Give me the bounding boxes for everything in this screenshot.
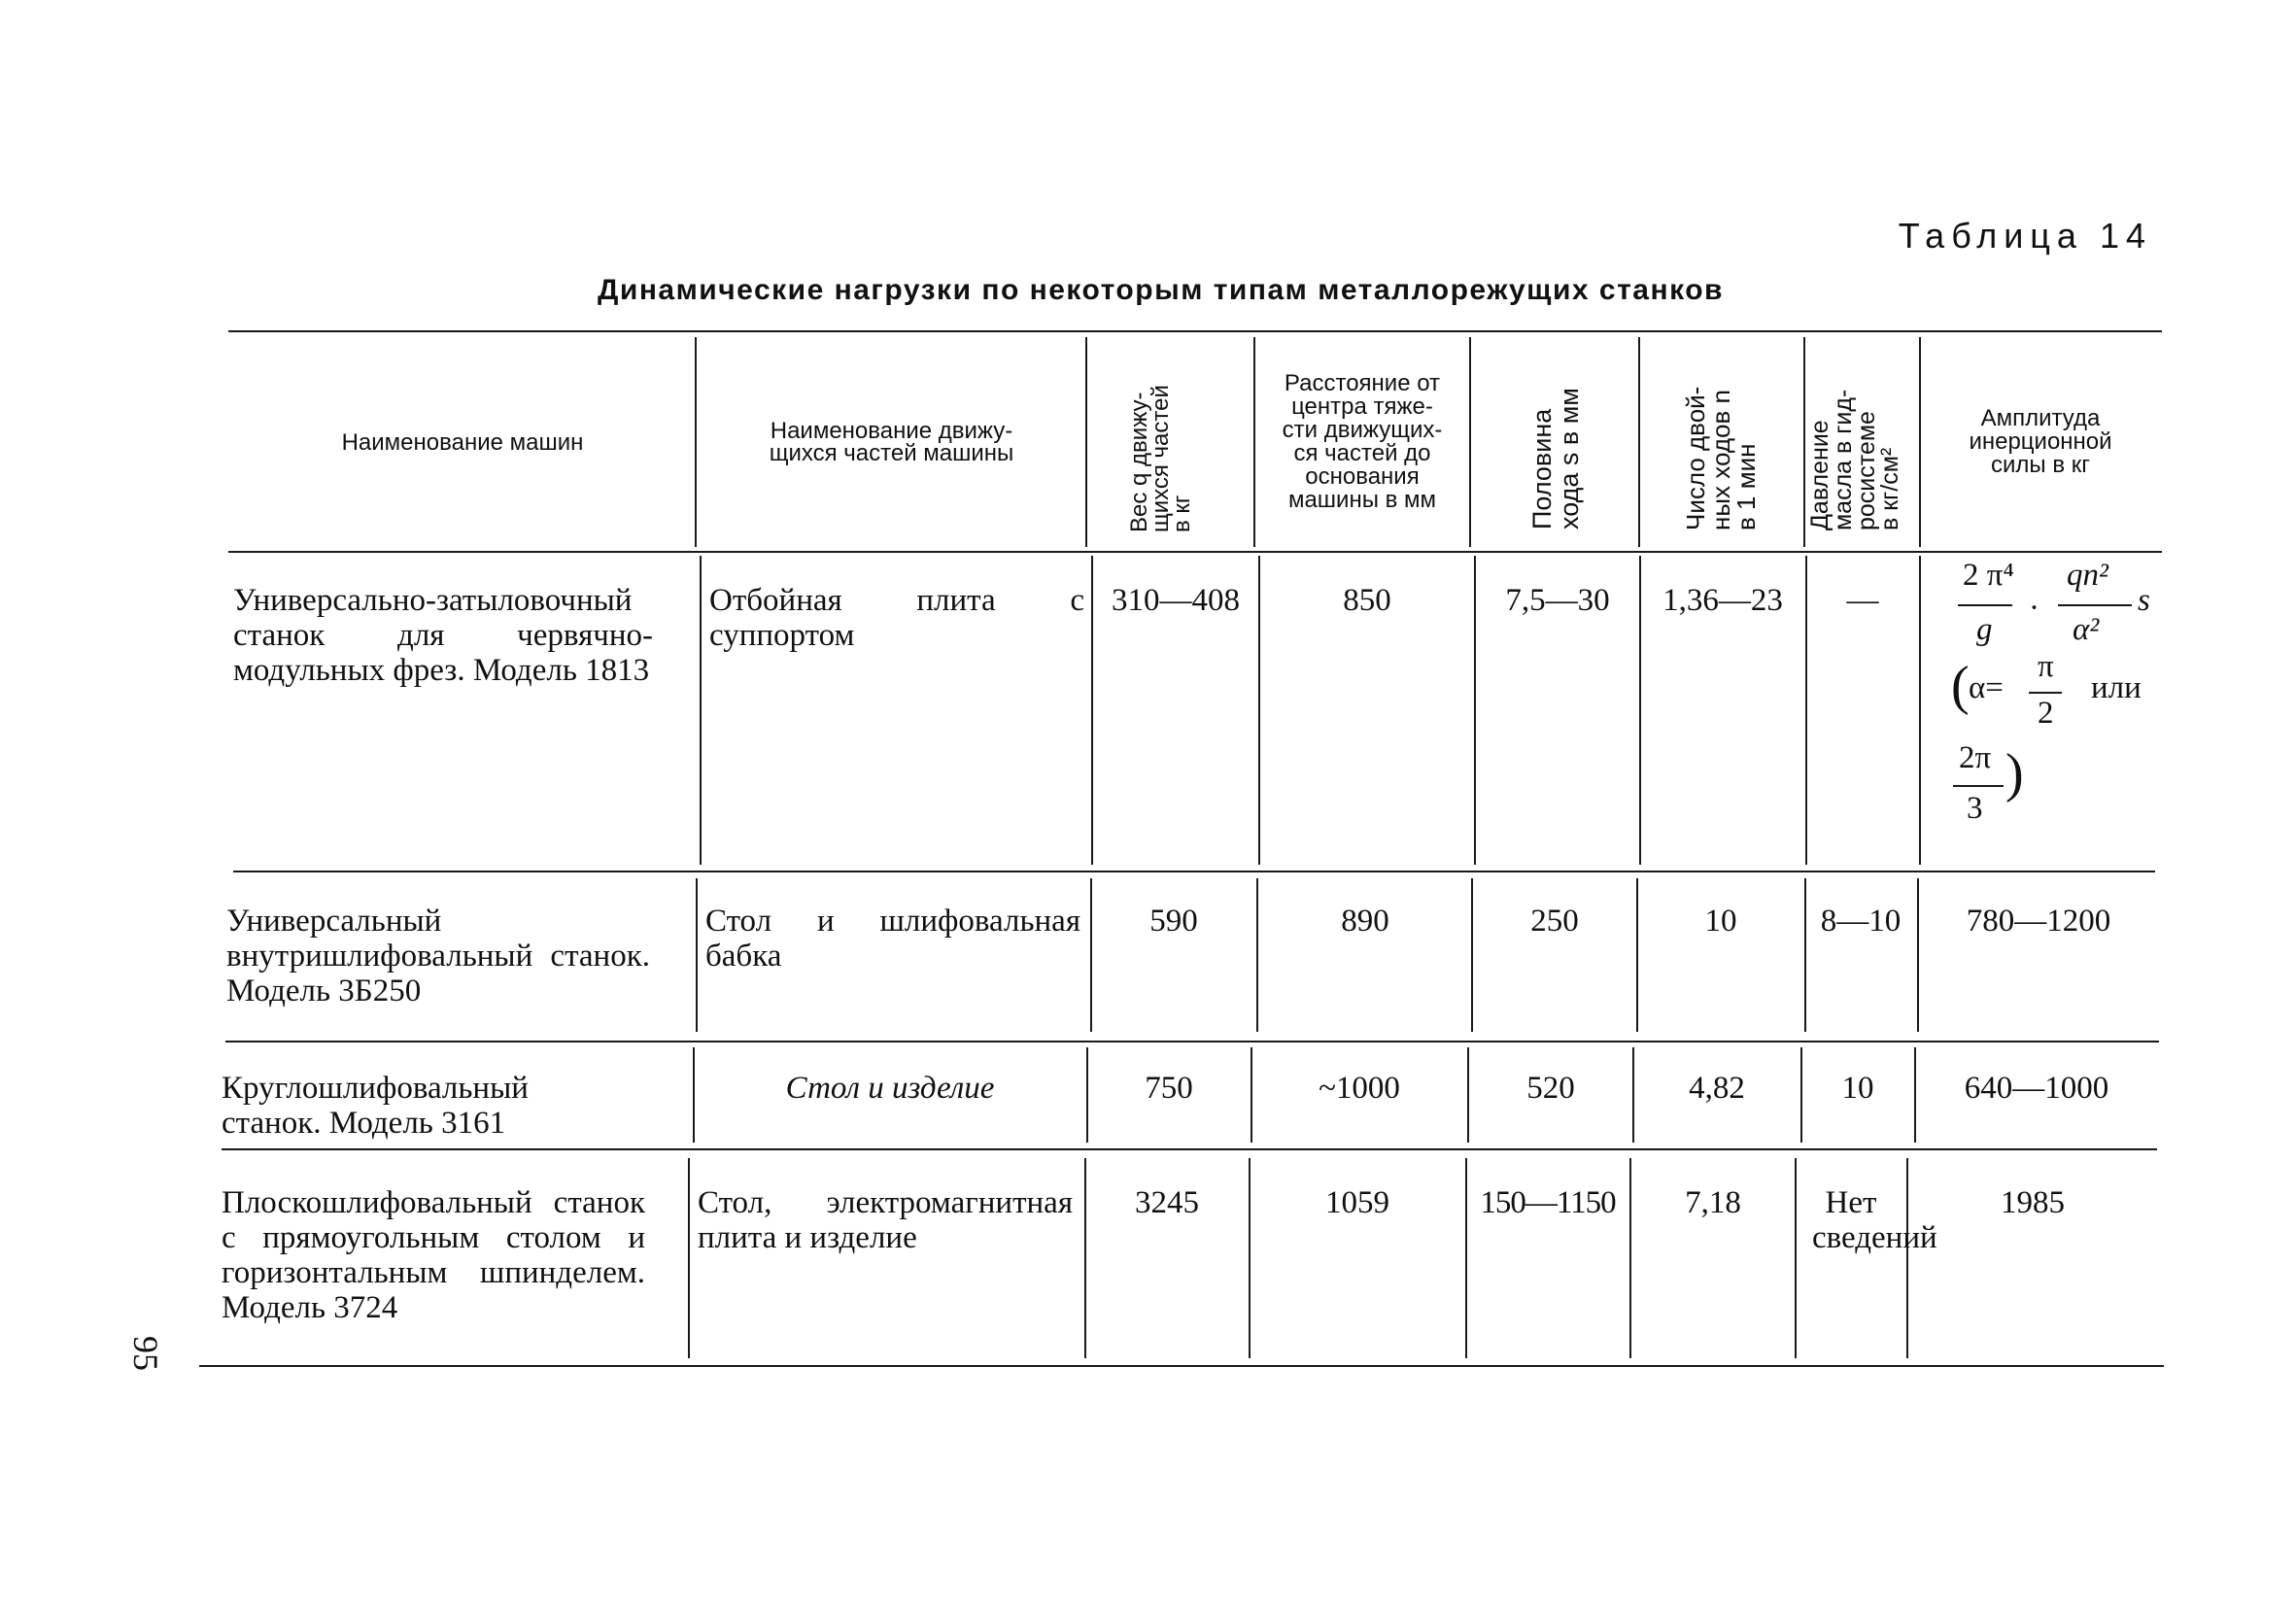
header-amplitude	[1924, 335, 2157, 549]
col-divider	[1906, 1158, 1908, 1358]
col-divider	[1256, 878, 1258, 1032]
col-divider	[1919, 337, 1921, 547]
col-divider	[1258, 556, 1260, 865]
row-2-half-stroke: 250	[1530, 904, 1579, 939]
header-line: масла в гид-	[1830, 389, 1857, 530]
row-2-amplitude: 780—1200	[1966, 904, 2111, 939]
col-divider	[1805, 556, 1807, 865]
row-4-distance: 1059	[1325, 1185, 1389, 1220]
col-divider	[1800, 1047, 1802, 1143]
formula-paren-open: (	[1951, 656, 1970, 716]
row-3-distance: ~1000	[1319, 1071, 1400, 1106]
col-divider	[1085, 337, 1087, 547]
header-line: щихся частей машины	[769, 440, 1014, 466]
header-line: Половина	[1527, 408, 1557, 530]
formula-cond-lhs: α=	[1969, 670, 2004, 705]
row-4-weight: 3245	[1135, 1185, 1199, 1220]
row-1-oil-pressure: —	[1846, 583, 1879, 618]
header-distance	[1257, 335, 1467, 549]
col-divider	[1091, 556, 1093, 865]
row-3-strokes: 4,82	[1689, 1071, 1745, 1106]
row-1-bottom-rule	[233, 871, 2155, 872]
col-divider	[1471, 878, 1473, 1032]
row-1-distance: 850	[1343, 583, 1391, 618]
col-divider	[1474, 556, 1476, 865]
formula-cond-or: или	[2091, 670, 2142, 705]
row-4-half-stroke: 150—1150	[1480, 1185, 1616, 1220]
col-divider	[1804, 878, 1806, 1032]
row-4-oil-pressure: Нет сведений	[1812, 1185, 1937, 1255]
row-2-strokes: 10	[1704, 904, 1737, 939]
row-4-parts: Стол, электромагнитная плита и изделие	[698, 1185, 1073, 1255]
header-machine-name: Наименование машин	[341, 428, 584, 456]
col-divider	[688, 1158, 690, 1358]
col-divider	[1249, 1158, 1251, 1358]
row-3-amplitude: 640—1000	[1964, 1071, 2109, 1106]
header-line: силы в кг	[1991, 452, 2090, 478]
row-4-amplitude: 1985	[2001, 1185, 2065, 1220]
header-line: щихся частей	[1148, 385, 1174, 532]
page-number: 95	[126, 1336, 165, 1371]
formula-alt-den: 3	[1967, 791, 1983, 826]
col-divider	[1090, 878, 1092, 1032]
row-4-machine: Плоскошлифовальный станок с прямоугольным столом и горизонтальным шпинделем. Модель 3724	[222, 1185, 645, 1325]
header-line: ся частей до	[1293, 440, 1431, 466]
row-2-bottom-rule	[225, 1041, 2159, 1042]
row-2-parts: Стол и шлифовальная бабка	[705, 904, 1080, 974]
formula-bar	[1958, 604, 2012, 606]
col-divider	[1638, 337, 1640, 547]
row-1-machine: Универсально-затыловочный станок для червячно-модульных фрез. Модель 1813	[233, 583, 653, 688]
row-3-machine: Круглошлифовальный станок. Модель 3161	[222, 1071, 529, 1141]
col-divider	[1639, 556, 1641, 865]
header-line: в 1 мин	[1731, 443, 1761, 530]
header-line: инерционной	[1969, 428, 2112, 455]
col-divider	[1803, 337, 1805, 547]
row-2-weight: 590	[1149, 904, 1198, 939]
header-line: машины в мм	[1287, 487, 1437, 513]
col-divider	[1914, 1047, 1916, 1143]
formula-paren-close: )	[2005, 743, 2024, 803]
row-1-half-stroke: 7,5—30	[1505, 583, 1610, 618]
formula-den2: α²	[2073, 612, 2100, 647]
header-line: росистеме	[1853, 411, 1880, 530]
header-line: Амплитуда	[1980, 405, 2101, 431]
col-divider	[1632, 1047, 1634, 1143]
col-divider	[1629, 1158, 1631, 1358]
row-3-half-stroke: 520	[1526, 1071, 1575, 1106]
formula-cond-num: π	[2038, 649, 2054, 684]
header-line: ных ходов n	[1706, 390, 1735, 530]
formula-num2: qn²	[2067, 558, 2108, 593]
header-line: основания	[1305, 463, 1420, 490]
row-3-weight: 750	[1145, 1071, 1193, 1106]
formula-num1: 2 π⁴	[1963, 558, 2014, 593]
formula-bar	[2029, 692, 2062, 694]
formula-bar	[2058, 604, 2132, 606]
table-bottom-rule	[199, 1365, 2164, 1367]
row-3-parts: Стол и изделие	[785, 1071, 995, 1106]
col-divider	[693, 1047, 695, 1143]
formula-den1: g	[1976, 612, 1993, 647]
col-divider	[1467, 1047, 1469, 1143]
header-line: в кг	[1169, 495, 1195, 532]
header-line: сти движущих-	[1282, 417, 1443, 443]
col-divider	[1469, 337, 1471, 547]
formula-alt-num: 2π	[1959, 740, 1992, 775]
formula-cond-den: 2	[2038, 696, 2054, 731]
row-3-bottom-rule	[222, 1148, 2157, 1150]
col-divider	[1917, 878, 1919, 1032]
row-2-oil-pressure: 8—10	[1820, 904, 1902, 939]
header-line: Число двой-	[1681, 386, 1710, 530]
formula-dot: ·	[2029, 591, 2039, 626]
header-line: Расстояние от	[1284, 370, 1441, 396]
row-3-oil-pressure: 10	[1841, 1071, 1874, 1106]
header-line: в кг/см²	[1876, 447, 1903, 530]
header-moving-parts	[700, 335, 1083, 549]
header-line: центра тяже-	[1291, 393, 1433, 420]
col-divider	[1919, 556, 1921, 865]
table-number: Таблица 14	[1898, 216, 2152, 256]
header-line: Вес q движу-	[1126, 392, 1152, 532]
row-1-weight: 310—408	[1112, 583, 1240, 618]
col-divider	[696, 878, 698, 1032]
table-title: Динамические нагрузки по некоторым типам металлорежущих станков	[598, 274, 1725, 306]
col-divider	[1251, 1047, 1252, 1143]
formula-var: s	[2138, 583, 2150, 618]
col-divider	[1636, 878, 1638, 1032]
col-divider	[700, 556, 702, 865]
row-2-distance: 890	[1341, 904, 1389, 939]
row-4-strokes: 7,18	[1685, 1185, 1741, 1220]
row-1-amplitude-formula	[1924, 556, 2157, 867]
header-line: хода s в мм	[1555, 388, 1584, 530]
header-bottom-rule	[228, 551, 2162, 553]
row-2-machine: Универсальный внутришлифовальный станок. Модель 3Б250	[226, 904, 650, 1008]
row-1-parts: Отбойная плита с суппортом	[709, 583, 1084, 653]
header-line: Давление	[1806, 420, 1833, 530]
col-divider	[1795, 1158, 1797, 1358]
table-top-rule	[228, 330, 2162, 332]
formula-bar	[1953, 785, 2004, 787]
col-divider	[1253, 337, 1255, 547]
col-divider	[695, 337, 697, 547]
row-1-strokes: 1,36—23	[1662, 583, 1783, 618]
header-line: Наименование движу-	[770, 418, 1013, 444]
